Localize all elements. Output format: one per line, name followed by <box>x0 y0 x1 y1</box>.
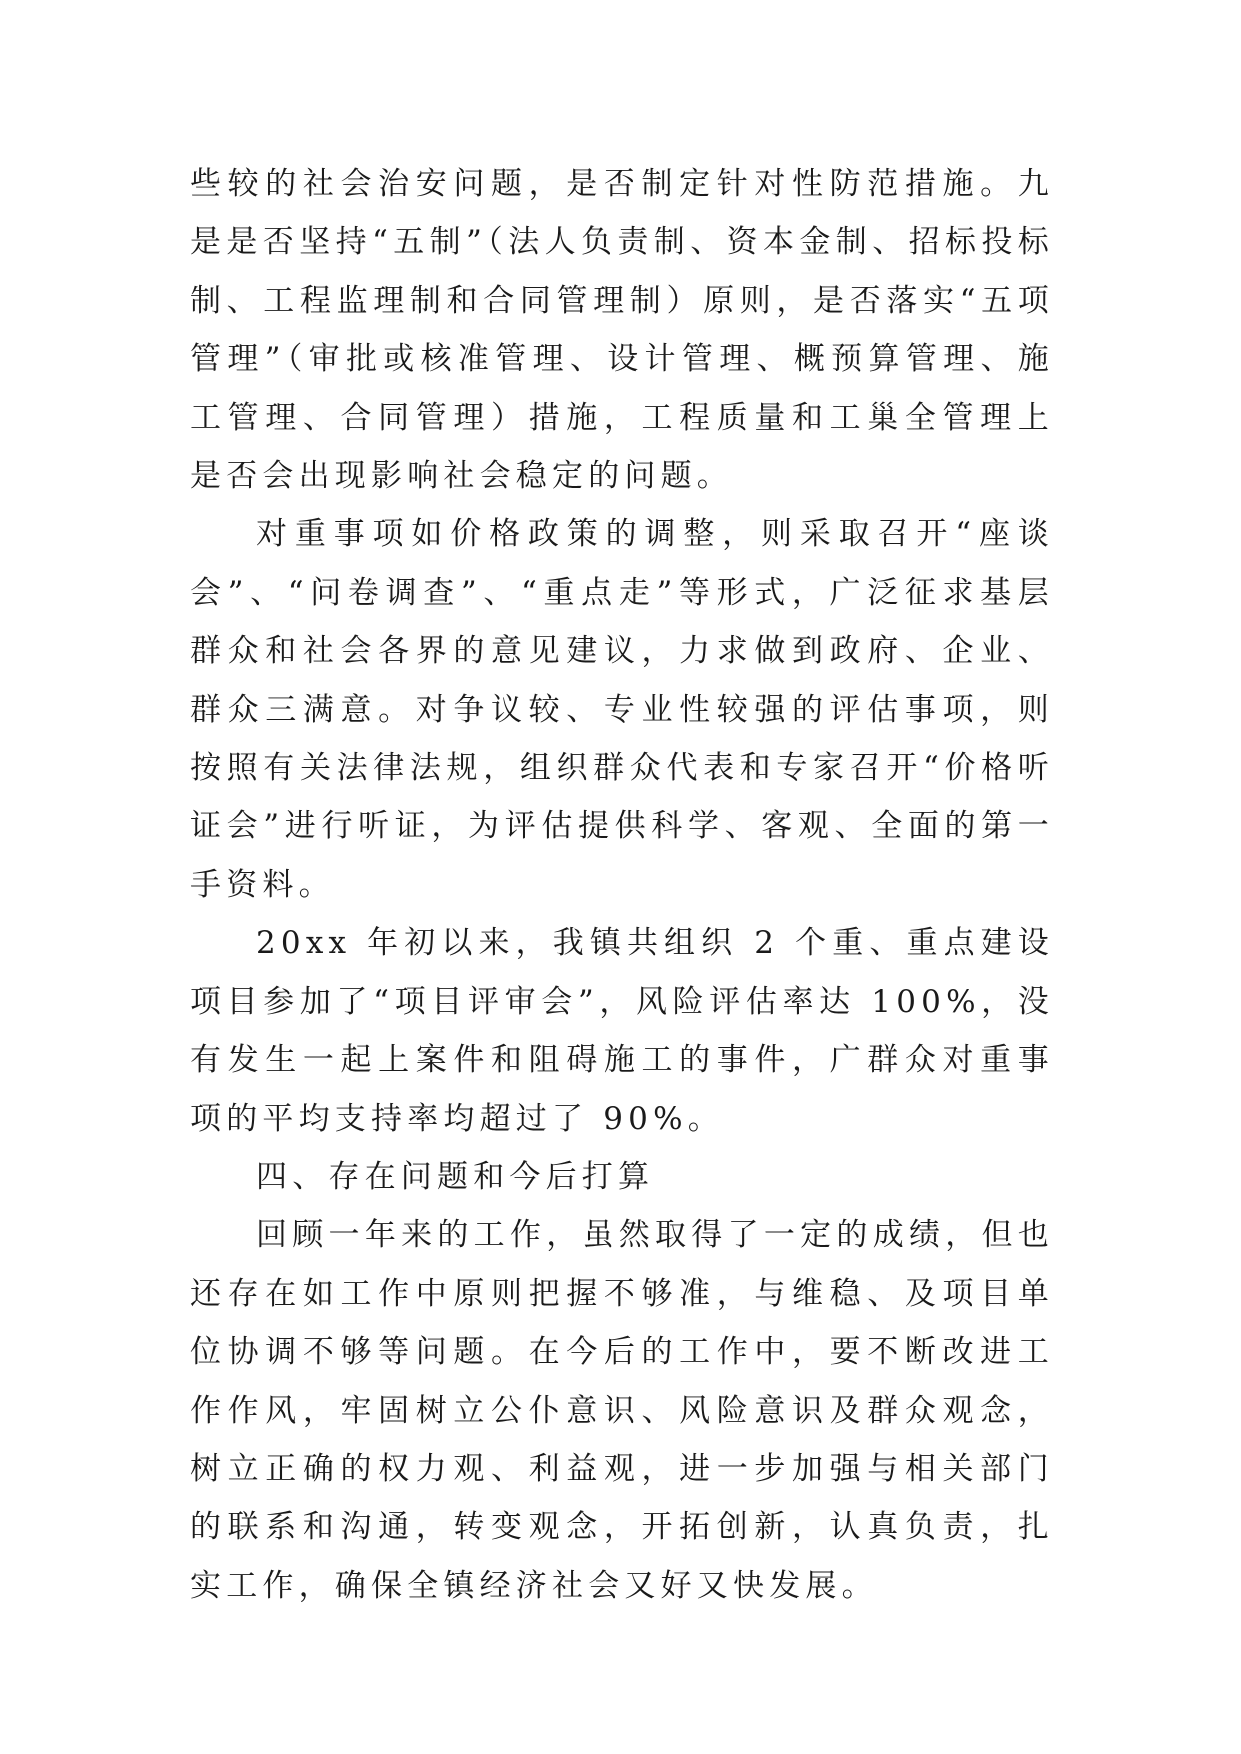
paragraph-review-and-outlook: 回顾一年来的工作，虽然取得了一定的成绩，但也还存在如工作中原则把握不够准，与维稳、及项目单位协调不够等问题。在今后的工作中，要不断改进工作作风，牢固树立公仆意识、风险意识及群众观念，树立正确的权力观、利益观，进一步加强与相关部门的联系和沟通，转变观念，开拓创新，认真负责，扎实工作，确保全镇经济社会又好又快发展。 <box>190 1217 1054 1604</box>
paragraph-results-summary: 20xx 年初以来，我镇共组织 2 个重、重点建设项目参加了“项目评审会”，风险评估率达 100%，没有发生一起上案件和阻碍施工的事件，广群众对重事项的平均支持率均超过了 90%。 <box>190 925 1054 1137</box>
section-heading-problems-and-plans: 四、存在问题和今后打算 <box>256 1158 655 1195</box>
paragraph-major-matters-consultation: 对重事项如价格政策的调整，则采取召开“座谈会”、“问卷调查”、“重点走”等形式，广泛征求基层群众和社会各界的意见建议，力求做到政府、企业、群众三满意。对争议较、专业性较强的评估事项，则按照有关法律法规，组织群众代表和专家召开“价格听证会”进行听证，为评估提供科学、客观、全面的第一手资料。 <box>190 516 1054 903</box>
paragraph-public-security-review: 些较的社会治安问题，是否制定针对性防范措施。九是是否坚持“五制”（法人负责制、资本金制、招标投标制、工程监理制和合同管理制）原则，是否落实“五项管理”（审批或核准管理、设计管理、概预算管理、施工管理、合同管理）措施，工程质量和工巢全管理上是否会出现影响社会稳定的问题。 <box>190 166 1054 495</box>
document-body <box>190 155 1054 1615</box>
